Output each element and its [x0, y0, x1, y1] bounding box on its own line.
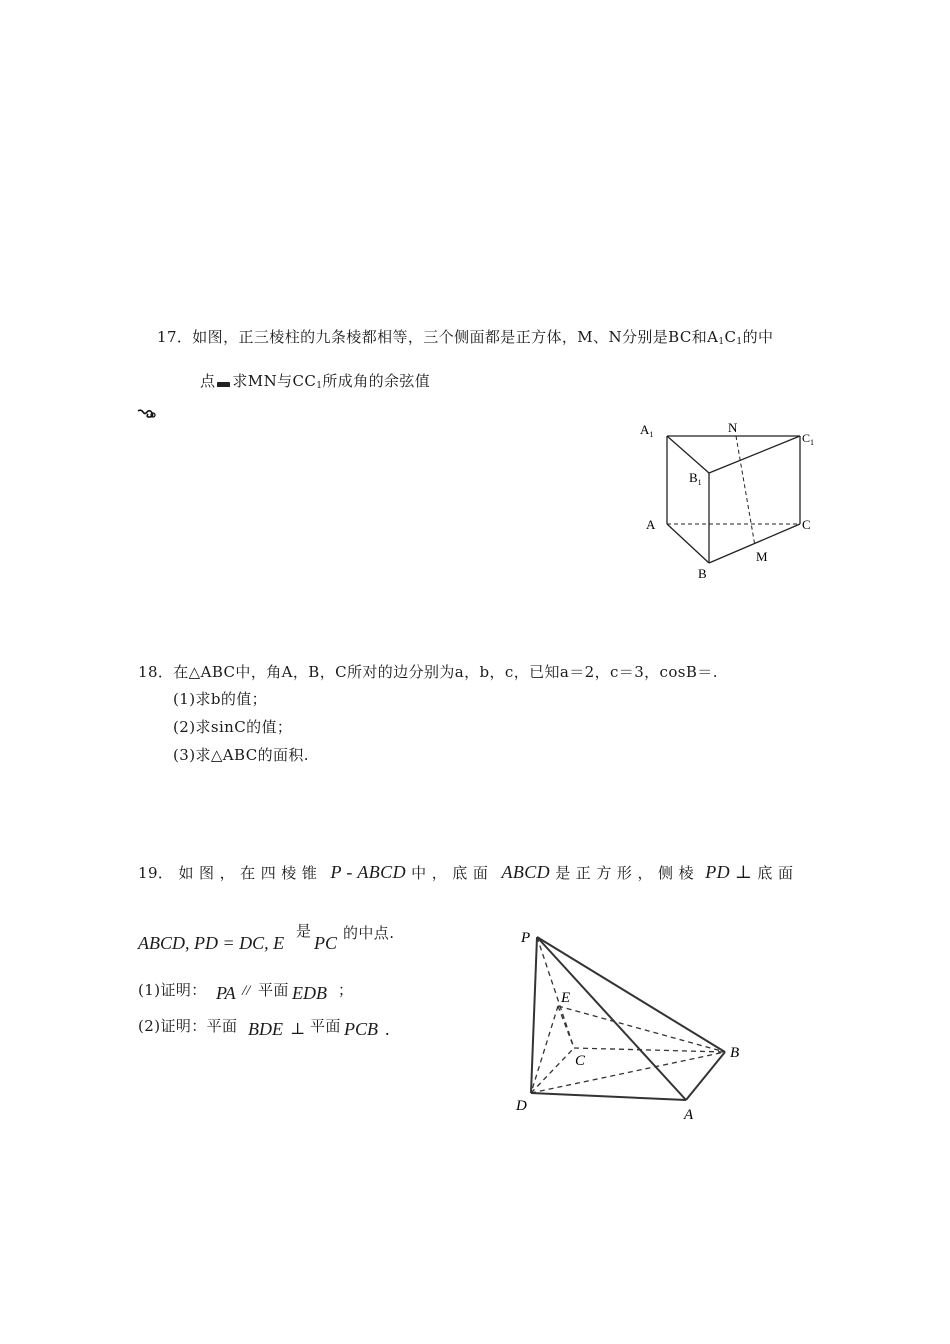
edge-a1b1 — [667, 436, 709, 473]
q17-line2: 点 求MN与$CC_1$所成角的余弦值 — [200, 372, 431, 391]
label-d: D — [516, 1098, 527, 1114]
q19-line1: 19． 如 图 ， 在 四 棱 锥 P - ABCD 中 ， 底 面 ABCD 是 正 方 形 ， 侧 棱 PD ⊥ 底 面 — [138, 862, 794, 882]
scribble-icon — [137, 408, 157, 420]
label-m: M — [756, 549, 768, 564]
label-c: C — [575, 1053, 586, 1069]
q18-item-1: (1)求b的值； — [173, 690, 268, 708]
q17-line1: 17．如图，正三棱柱的九条棱都相等，三个侧面都是正方体，M、N分别是BC和$A_1C_1$的中 — [157, 328, 774, 347]
redaction-mark — [217, 382, 230, 387]
label-c: C — [802, 517, 811, 532]
edge-pd — [531, 937, 537, 1093]
prism-figure — [630, 415, 830, 590]
label-e: E — [561, 990, 571, 1006]
edge-ed-hidden — [531, 1006, 558, 1093]
q18-item-2: (2)求sinC的值； — [173, 718, 293, 736]
label-a: A — [684, 1107, 694, 1123]
label-b: B — [730, 1045, 740, 1061]
edge-b1c1 — [709, 436, 800, 473]
label-n: N — [728, 420, 738, 435]
label-p: P — [521, 930, 531, 946]
edge-ab — [667, 524, 709, 563]
edge-da — [531, 1093, 686, 1100]
q18-stem: 18．在△ABC中，角A，B，C所对的边分别为a，b，c，已知a＝2，c＝3，cosB＝. — [138, 663, 718, 681]
label-c1: $C_1$ — [802, 431, 815, 447]
edge-eb-hidden — [558, 1006, 725, 1052]
label-b: B — [698, 566, 707, 581]
edge-bc — [709, 524, 800, 563]
segment-mn — [736, 436, 755, 546]
label-a: A — [646, 517, 656, 532]
label-a1: $A_1$ — [640, 422, 654, 439]
edge-ec-hidden — [558, 1006, 574, 1048]
q18-item-3: (3)求△ABC的面积. — [173, 746, 309, 764]
pyramid-figure — [510, 920, 760, 1125]
label-b1: $B_1$ — [689, 470, 702, 487]
edge-cb-hidden — [574, 1048, 725, 1052]
